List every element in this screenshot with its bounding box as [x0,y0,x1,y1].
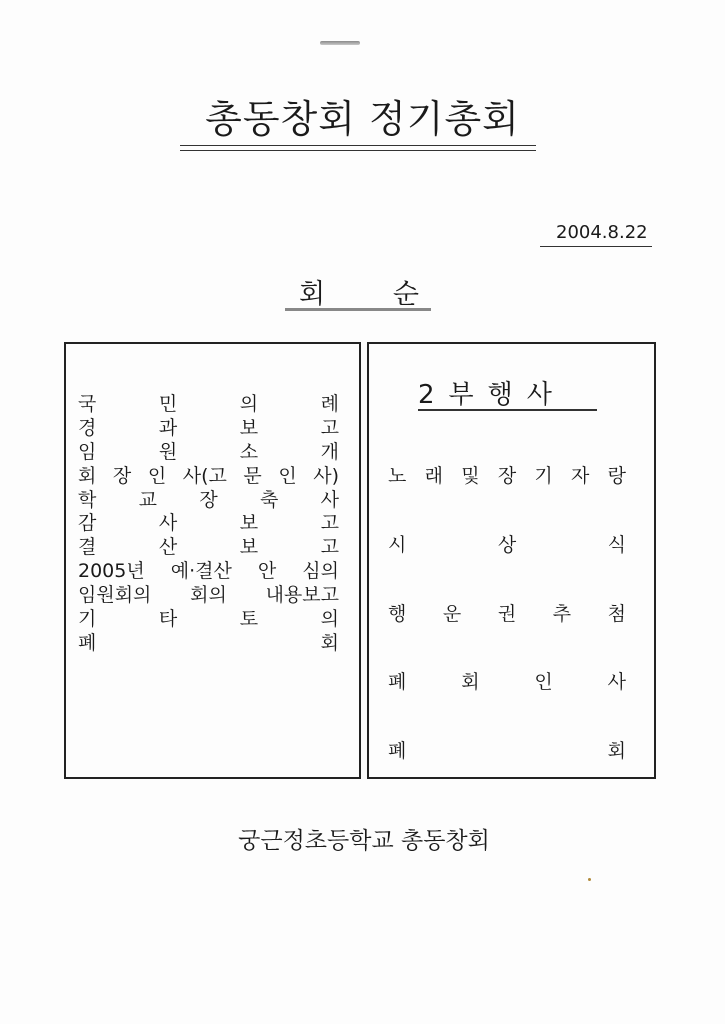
agenda-item: 기 타 토 의 [78,608,339,631]
agenda-item: 임 원 소 개 [78,440,339,463]
agenda-item: 임원회의 회의 내용보고 [78,584,339,607]
part2-title-underline [418,409,597,411]
agenda-item: 경 과 보 고 [78,416,339,439]
agenda-item: 국 민 의 례 [78,393,339,415]
paper-speck [588,878,591,881]
part2-title: 2부행사 [418,380,566,410]
date-underline [540,246,652,247]
agenda-item: 감 사 보 고 [78,512,339,535]
title-double-underline [180,145,536,151]
organization-footer: 궁근정초등학교 총동창회 [238,828,490,854]
part2-item: 폐 회 인 사 [388,671,626,694]
section-title-char-1: 회 [299,279,326,310]
part2-item: 행 운 권 추 첨 [388,602,626,625]
agenda-item: 2005년 예·결산 안 심의 [78,560,339,583]
document-title: 총동창회 정기총회 [205,97,520,141]
section-title-underline [285,308,431,311]
part2-agenda-list [388,460,626,804]
agenda-item: 폐 회 [78,631,339,654]
part2-item: 폐 회 [388,740,626,763]
staple-mark [320,41,360,45]
part2-item: 노 래 및 장 기 자 랑 [388,465,626,487]
agenda-item: 학 교 장 축 사 [78,488,339,511]
document-date: 2004.8.22 [556,222,648,243]
section-title-char-2: 순 [392,279,419,310]
part2-item: 시 상 식 [388,533,626,556]
agenda-item: 회 장 인 사(고 문 인 사) [78,464,339,487]
section-title [285,272,433,311]
agenda-item: 결 산 보 고 [78,536,339,559]
part1-agenda-list [78,393,339,656]
